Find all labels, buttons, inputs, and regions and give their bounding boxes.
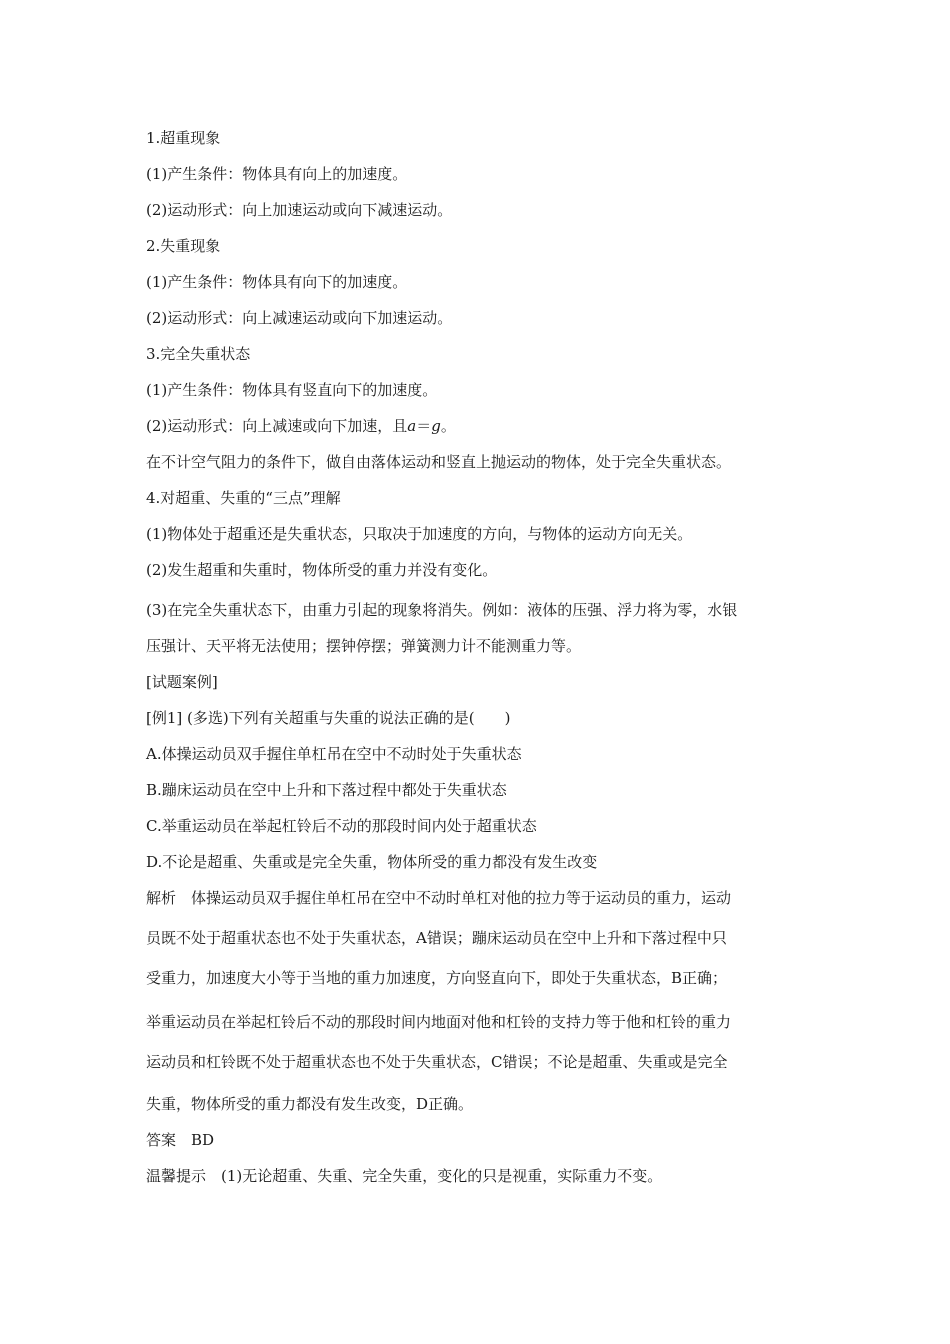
section-3-form-text: (2)运动形式：向上减速或向下加速，且 [146,417,408,435]
section-3-form [146,416,456,436]
equals-sign: ＝ [416,417,432,435]
section-4-point-1: (1)物体处于超重还是失重状态，只取决于加速度的方向，与物体的运动方向无关。 [146,525,693,543]
section-3-condition: (1)产生条件：物体具有竖直向下的加速度。 [146,381,438,399]
section-2-form: (2)运动形式：向上减速运动或向下加速运动。 [146,309,453,327]
variable-g: g [431,417,441,435]
section-4-point-2: (2)发生超重和失重时，物体所受的重力并没有变化。 [146,561,498,579]
analysis-line-6: 失重，物体所受的重力都没有发生改变，D正确。 [146,1095,474,1113]
section-1-title: 1.超重现象 [146,129,221,147]
option-c: C.举重运动员在举起杠铃后不动的那段时间内处于超重状态 [146,817,537,835]
variable-a: a [407,417,417,435]
section-3-title: 3.完全失重状态 [146,345,251,363]
analysis-line-5: 运动员和杠铃既不处于超重状态也不处于失重状态，C错误；不论是超重、失重或是完全 [146,1053,728,1071]
tip: 温馨提示 (1)无论超重、失重、完全失重，变化的只是视重，实际重力不变。 [146,1167,663,1185]
section-1-form: (2)运动形式：向上加速运动或向下减速运动。 [146,201,453,219]
option-d: D.不论是超重、失重或是完全失重，物体所受的重力都没有发生改变 [146,853,598,871]
example-question: [例1] (多选)下列有关超重与失重的说法正确的是( ) [146,709,511,727]
section-2-condition: (1)产生条件：物体具有向下的加速度。 [146,273,408,291]
analysis-line-4: 举重运动员在举起杠铃后不动的那段时间内地面对他和杠铃的支持力等于他和杠铃的重力 [146,1013,732,1031]
period: 。 [440,417,456,435]
answer: 答案 BD [146,1131,215,1149]
section-4-title: 4.对超重、失重的“三点”理解 [146,489,341,507]
example-heading: [试题案例] [146,673,218,691]
analysis-line-2: 员既不处于超重状态也不处于失重状态，A错误；蹦床运动员在空中上升和下落过程中只 [146,929,727,947]
analysis-line-3: 受重力，加速度大小等于当地的重力加速度，方向竖直向下，即处于失重状态，B正确； [146,969,728,987]
option-a: A.体操运动员双手握住单杠吊在空中不动时处于失重状态 [146,745,522,763]
section-2-title: 2.失重现象 [146,237,221,255]
section-1-condition: (1)产生条件：物体具有向上的加速度。 [146,165,408,183]
section-3-note: 在不计空气阻力的条件下，做自由落体运动和竖直上抛运动的物体，处于完全失重状态。 [146,453,732,471]
section-4-point-3-line-1: (3)在完全失重状态下，由重力引起的现象将消失。例如：液体的压强、浮力将为零，水银 [146,601,738,619]
analysis-line-1: 解析 体操运动员双手握住单杠吊在空中不动时单杠对他的拉力等于运动员的重力，运动 [146,889,732,907]
section-4-point-3-line-2: 压强计、天平将无法使用；摆钟停摆；弹簧测力计不能测重力等。 [146,637,582,655]
option-b: B.蹦床运动员在空中上升和下落过程中都处于失重状态 [146,781,507,799]
